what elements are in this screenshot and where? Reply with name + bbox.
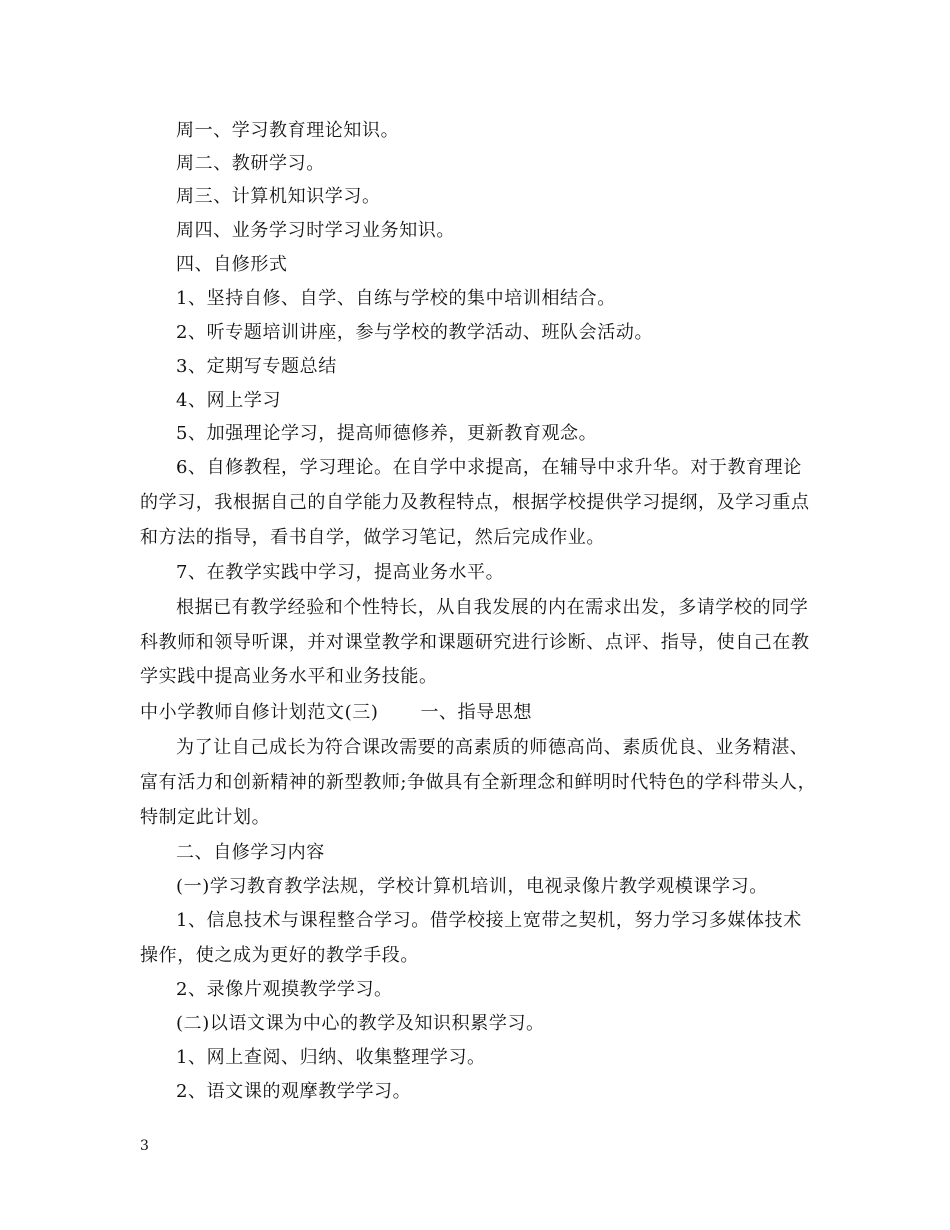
text-line: 根据已有教学经验和个性特长，从自我发展的内在需求出发，多请学校的同学 [176,597,809,618]
text-line: 学实践中提高业务水平和业务技能。 [140,666,438,687]
text-line: 周三、计算机知识学习。 [176,186,381,207]
text-line: 富有活力和创新精神的新型教师;争做具有全新理念和鲜明时代特色的学科带头人， [140,772,817,793]
article-title: 中小学教师自修计划范文(三) [140,702,379,723]
text-line: 7、在教学实践中学习，提高业务水平。 [176,562,505,583]
text-line: 4、网上学习 [176,390,282,411]
text-line: 科教师和领导听课，并对课堂教学和课题研究进行诊断、点评、指导，使自己在教 [140,632,810,653]
text-line: 2、听专题培训讲座，参与学校的教学活动、班队会活动。 [176,322,654,343]
text-line: 为了让自己成长为符合课改需要的高素质的师德高尚、素质优良、业务精湛、 [176,737,809,758]
text-line: 周一、学习教育理论知识。 [176,120,400,141]
text-line: 周二、教研学习。 [176,153,325,174]
text-line: 特制定此计划。 [140,807,271,828]
article-subtitle: 一、指导思想 [420,702,533,723]
text-line: 2、语文课的观摩教学学习。 [176,1081,412,1102]
text-line: 周四、业务学习时学习业务知识。 [176,220,455,241]
text-line: 3、定期写专题总结 [176,356,337,377]
text-line: (一)学习教育教学法规，学校计算机培训，电视录像片教学观模课学习。 [176,876,768,897]
text-line: 1、网上查阅、归纳、收集整理学习。 [176,1047,486,1068]
page-number: 3 [140,1138,149,1154]
text-line: (二)以语文课为中心的教学及知识积累学习。 [176,1013,545,1034]
text-line: 2、录像片观摸教学学习。 [176,979,393,1000]
text-line: 的学习，我根据自己的自学能力及教程特点，根据学校提供学习提纲，及学习重点 [140,492,810,513]
section-heading: 二、自修学习内容 [176,842,325,863]
text-line: 和方法的指导，看书自学，做学习笔记，然后完成作业。 [140,527,605,548]
article-heading [140,703,532,723]
text-line: 5、加强理论学习，提高师德修养，更新教育观念。 [176,423,598,444]
section-heading: 四、自修形式 [176,254,288,275]
text-line: 操作，使之成为更好的教学手段。 [140,945,419,966]
text-line: 1、信息技术与课程整合学习。借学校接上宽带之契机，努力学习多媒体技术 [176,910,802,931]
text-line: 1、坚持自修、自学、自练与学校的集中培训相结合。 [176,288,616,309]
text-line: 6、自修教程，学习理论。在自学中求提高，在辅导中求升华。对于教育理论 [176,457,802,478]
